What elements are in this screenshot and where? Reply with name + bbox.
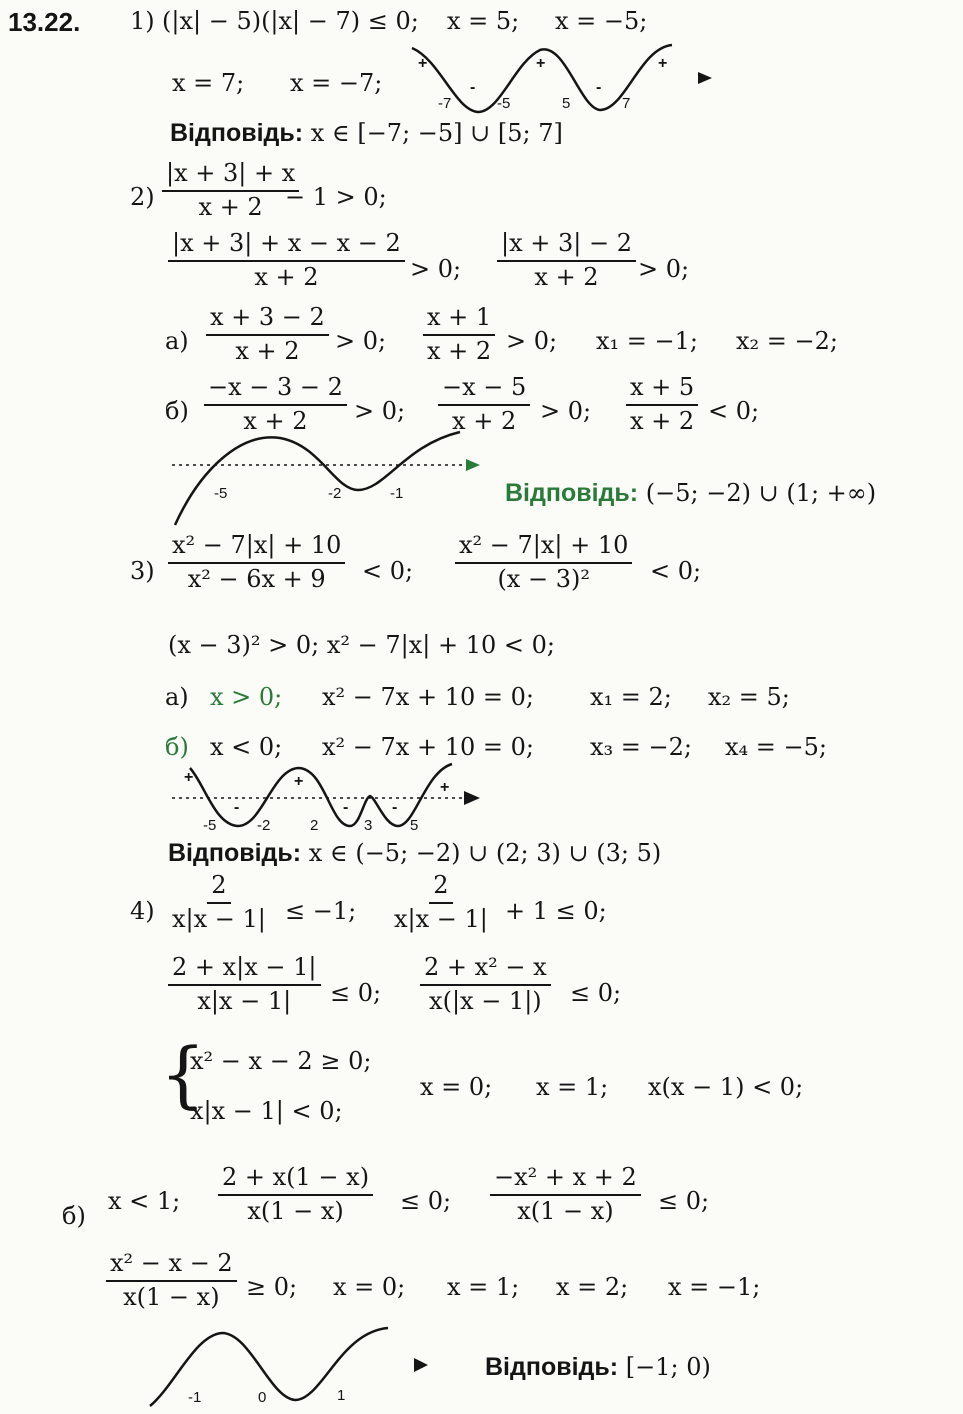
fraction-numerator: |x + 3| + x (162, 160, 299, 192)
p1-inequality: (|x| − 5)(|x| − 7) ≤ 0; (162, 7, 419, 35)
p2-case-b-fraction-1-tail: > 0; (354, 397, 406, 425)
p3-case-b-condition: x < 0; (210, 733, 283, 761)
p4b-label: б) (62, 1202, 86, 1230)
p4b-fraction-2-tail: ≤ 0; (658, 1187, 710, 1215)
p1-point-label: -5 (497, 95, 511, 112)
p4b-answer-label: Відповідь: (485, 1353, 619, 1381)
p3-answer-label: Відповідь: (168, 839, 302, 867)
p4b-fraction-1-tail: ≤ 0; (400, 1187, 452, 1215)
p3-point-label: 5 (410, 817, 419, 834)
p4b-condition: x < 1; (108, 1187, 181, 1215)
p1-point-label: -7 (438, 95, 452, 112)
fraction-denominator: x + 2 (235, 336, 300, 365)
p1-point-label: 7 (622, 95, 631, 112)
fraction-denominator: x|x − 1| (197, 986, 292, 1015)
fraction-numerator: 2 + x(1 − x) (218, 1164, 373, 1196)
p4-fraction-4-tail: ≤ 0; (570, 979, 622, 1007)
fraction-numerator: |x + 3| − 2 (497, 230, 636, 262)
p1-sign: + (658, 55, 668, 72)
fraction-denominator: (x − 3)² (497, 564, 590, 593)
p3-sign: + (184, 769, 194, 786)
p3-point-label: 2 (310, 817, 319, 834)
p4-system-line-1: x² − x − 2 ≥ 0; (190, 1047, 372, 1075)
p3-case-b-root-4: x₄ = −5; (725, 733, 827, 761)
fraction-denominator: x + 2 (243, 406, 308, 435)
p4-system-root-2: x = 1; (536, 1073, 609, 1101)
p3-condition-line: (x − 3)² > 0; x² − 7|x| + 10 < 0; (168, 631, 555, 659)
p4b-sign-curve (150, 1328, 388, 1406)
p2-case-a-root-2: x₂ = −2; (736, 327, 838, 355)
fraction-numerator: x² − 7|x| + 10 (168, 532, 345, 564)
p1-point-label: 5 (562, 95, 571, 112)
p3-label: 3) (130, 557, 155, 585)
fraction-denominator: x² − 6x + 9 (187, 564, 326, 593)
p3-sign: + (440, 779, 450, 796)
p3-sign: + (294, 773, 304, 790)
fraction-numerator: −x − 3 − 2 (204, 374, 347, 406)
p1-sign: - (596, 79, 602, 96)
fraction-denominator: x + 2 (534, 262, 599, 291)
p2-point-label: -2 (328, 485, 342, 502)
fraction-numerator: x² − 7|x| + 10 (455, 532, 632, 564)
fraction-numerator: x² − x − 2 (106, 1250, 237, 1282)
p2-point-label: -1 (390, 485, 404, 502)
p1-sign: + (418, 55, 428, 72)
fraction-denominator: x + 2 (452, 406, 517, 435)
p2-case-a-label: а) (165, 327, 189, 355)
p1-root-2: x = −5; (555, 7, 648, 35)
fraction-denominator: x + 2 (254, 262, 319, 291)
fraction-numerator: 2 (429, 872, 452, 904)
p3-case-a-condition: x > 0; (210, 683, 283, 711)
fraction-numerator: −x² + x + 2 (490, 1164, 641, 1196)
p1-sign: - (470, 79, 476, 96)
p3-sign: - (234, 799, 240, 816)
p4b-point-label: 1 (337, 1387, 346, 1404)
p4b-answer-row (485, 1354, 711, 1382)
p4-label: 4) (130, 897, 155, 925)
fraction-denominator: x + 2 (427, 336, 492, 365)
p3-fraction-2-tail: < 0; (650, 557, 702, 585)
p4-fraction-1-tail: ≤ −1; (285, 897, 357, 925)
p1-sign: + (536, 55, 546, 72)
p2-point-label: -5 (214, 485, 228, 502)
p2-answer: (−5; −2) ∪ (1; +∞) (645, 479, 877, 507)
problem-number: 13.22. (8, 7, 81, 37)
p4b-root-1: x = 0; (333, 1273, 406, 1301)
p4-system-condition: x(x − 1) < 0; (648, 1073, 804, 1101)
fraction-numerator: |x + 3| + x − x − 2 (168, 230, 405, 262)
fraction-numerator: x + 5 (626, 374, 698, 406)
p4b-root-4: x = −1; (668, 1273, 761, 1301)
p3-case-b-root-3: x₃ = −2; (590, 733, 692, 761)
p4b-axis-arrow (414, 1358, 428, 1372)
p4b-answer: [−1; 0) (625, 1353, 711, 1381)
p1-label: 1) (130, 7, 155, 35)
p3-case-b-equation: x² − 7x + 10 = 0; (322, 733, 534, 761)
p2-case-a-fraction-1-tail: > 0; (335, 327, 387, 355)
p1-answer-label: Відповідь: (170, 119, 304, 147)
fraction-denominator: x(1 − x) (517, 1196, 614, 1225)
p3-fraction-1-tail: < 0; (362, 557, 414, 585)
p1-answer: x ∈ [−7; −5] ∪ [5; 7] (310, 119, 563, 147)
p4-fraction-2-tail: + 1 ≤ 0; (505, 897, 607, 925)
p3-point-label: -5 (203, 817, 217, 834)
fraction-denominator: x(1 − x) (123, 1282, 220, 1311)
p3-case-b-label: б) (165, 733, 189, 761)
p3-sign: - (392, 799, 398, 816)
p2-case-b-fraction-2-tail: > 0; (540, 397, 592, 425)
p2-case-a-root-1: x₁ = −1; (596, 327, 698, 355)
p3-case-a-root-1: x₁ = 2; (590, 683, 672, 711)
p2-fraction-3-tail: > 0; (638, 255, 690, 283)
p3-case-a-label: а) (165, 683, 189, 711)
p3-answer: x ∈ (−5; −2) ∪ (2; 3) ∪ (3; 5) (308, 839, 662, 867)
p2-label: 2) (130, 183, 155, 211)
p1-root-1: x = 5; (447, 7, 520, 35)
p2-fraction-2-tail: > 0; (410, 255, 462, 283)
fraction-denominator: x + 2 (198, 192, 263, 221)
p2-case-b-fraction-3-tail: < 0; (708, 397, 760, 425)
p4b-point-label: -1 (188, 1389, 202, 1406)
p2-case-a-fraction-2-tail: > 0; (506, 327, 558, 355)
p4-system-brace: { (160, 1032, 206, 1116)
p4-system-line-2: x|x − 1| < 0; (190, 1097, 343, 1125)
fraction-numerator: x + 3 − 2 (206, 304, 329, 336)
p3-point-label: 3 (364, 817, 373, 834)
p2-fraction-1-tail: − 1 > 0; (285, 183, 387, 211)
p4b-root-2: x = 1; (447, 1273, 520, 1301)
p1-root-4: x = −7; (290, 69, 383, 97)
p2-case-b-label: б) (165, 397, 189, 425)
p4-system-root-1: x = 0; (420, 1073, 493, 1101)
fraction-denominator: x + 2 (630, 406, 695, 435)
fraction-numerator: 2 (207, 872, 230, 904)
p3-point-label: -2 (257, 817, 271, 834)
p4-fraction-3-tail: ≤ 0; (330, 979, 382, 1007)
p4b-fraction-3-tail: ≥ 0; (246, 1273, 298, 1301)
fraction-numerator: x + 1 (423, 304, 495, 336)
fraction-numerator: −x − 5 (438, 374, 530, 406)
p3-case-a-root-2: x₂ = 5; (708, 683, 790, 711)
fraction-numerator: 2 + x|x − 1| (168, 954, 321, 986)
fraction-denominator: x(|x − 1|) (429, 986, 542, 1015)
p1-root-3: x = 7; (172, 69, 245, 97)
p4b-point-label: 0 (258, 1389, 267, 1406)
p4b-root-3: x = 2; (556, 1273, 629, 1301)
p2-answer-label: Відповідь: (505, 479, 639, 507)
fraction-denominator: x(1 − x) (247, 1196, 344, 1225)
p3-case-a-equation: x² − 7x + 10 = 0; (322, 683, 534, 711)
p3-sign: - (343, 799, 349, 816)
fraction-numerator: 2 + x² − x (420, 954, 551, 986)
fraction-denominator: x|x − 1| (172, 904, 266, 933)
fraction-denominator: x|x − 1| (394, 904, 488, 933)
